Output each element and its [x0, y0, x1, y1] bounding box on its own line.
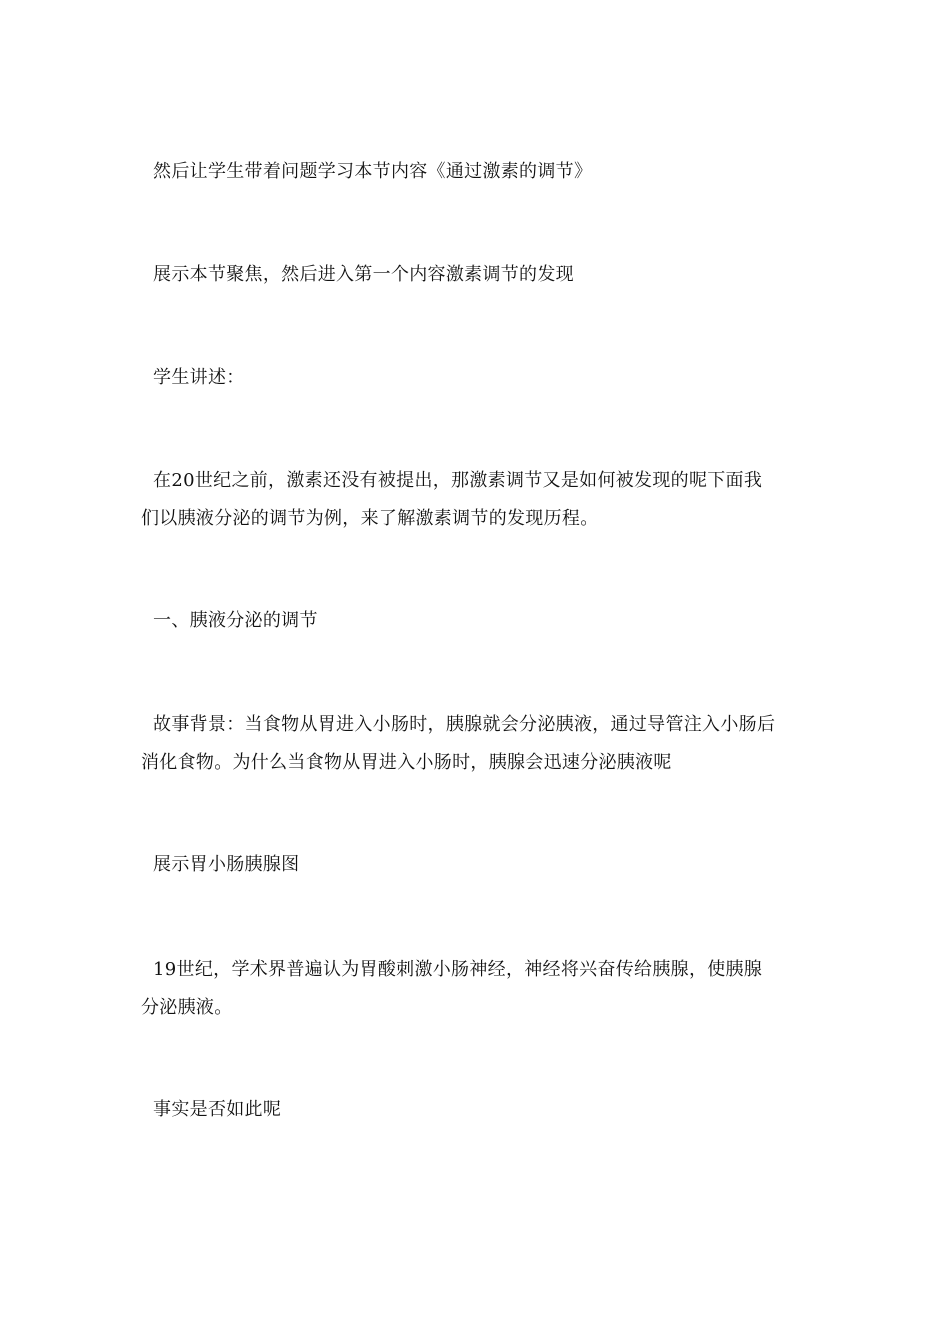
paragraph-line: 展示胃小肠胰腺图: [141, 854, 300, 875]
paragraph-intro-question: [141, 153, 809, 191]
paragraph-line: 分泌胰液。: [141, 997, 233, 1018]
paragraph-history-intro: [141, 462, 809, 538]
paragraph-line: 展示本节聚焦，然后进入第一个内容激素调节的发现: [141, 264, 574, 285]
paragraph-line: 故事背景：当食物从胃进入小肠时，胰腺就会分泌胰液，通过导管注入小肠后: [141, 714, 776, 735]
paragraph-question-fact: [141, 1091, 809, 1129]
section-heading-pancreatic-secretion: [141, 602, 809, 640]
paragraph-line: 消化食物。为什么当食物从胃进入小肠时，胰腺会迅速分泌胰液呢: [141, 752, 672, 773]
paragraph-line: 们以胰液分泌的调节为例，来了解激素调节的发现历程。: [141, 508, 599, 529]
paragraph-story-background: [141, 706, 809, 782]
paragraph-line: 然后让学生带着问题学习本节内容《通过激素的调节》: [141, 161, 593, 182]
paragraph-student-narration: [141, 359, 809, 397]
paragraph-show-focus: [141, 256, 809, 294]
paragraph-show-diagram: [141, 846, 809, 884]
paragraph-line: 在20世纪之前，激素还没有被提出，那激素调节又是如何被发现的呢下面我: [141, 470, 763, 491]
paragraph-line: 一、胰液分泌的调节: [141, 610, 318, 631]
paragraph-19th-century: [141, 951, 809, 1027]
paragraph-line: 学生讲述：: [141, 367, 245, 388]
paragraph-line: 事实是否如此呢: [141, 1099, 282, 1120]
paragraph-line: 19世纪，学术界普遍认为胃酸刺激小肠神经，神经将兴奋传给胰腺，使胰腺: [141, 959, 763, 980]
